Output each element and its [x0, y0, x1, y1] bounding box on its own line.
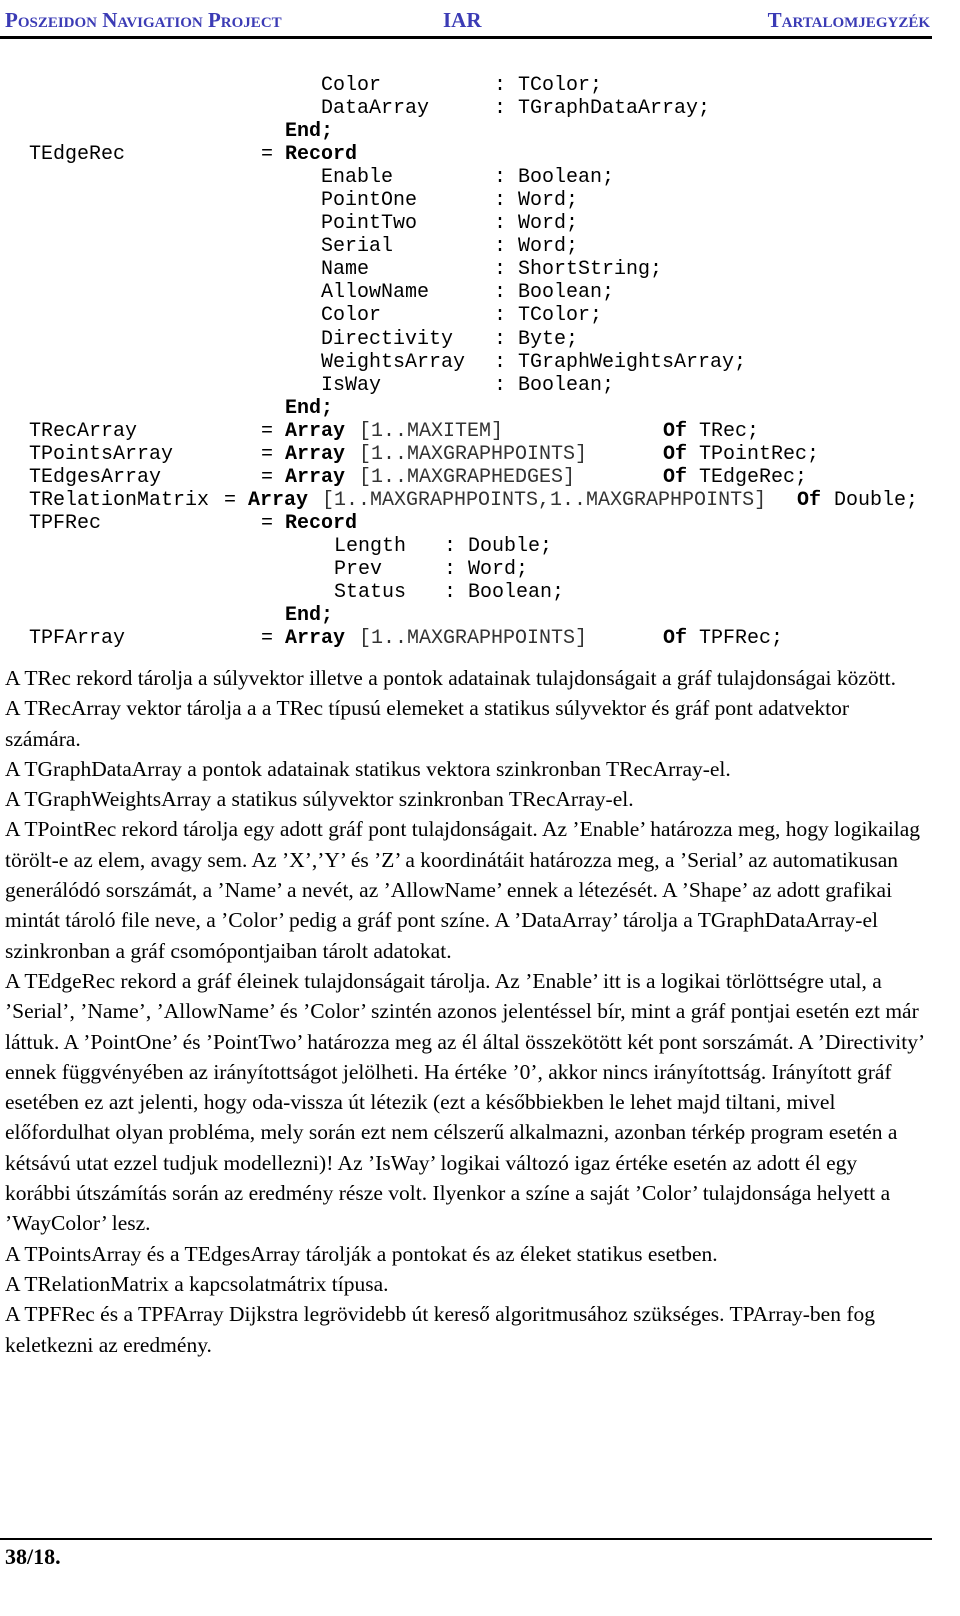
array-range: [1..MAXITEM] — [359, 419, 504, 443]
field-type: : TGraphWeightsArray; — [494, 350, 747, 374]
type-name: TEdgeRec — [29, 143, 126, 167]
field-type: : TGraphDataArray; — [494, 97, 711, 121]
code-line — [0, 512, 940, 535]
page-header — [0, 6, 932, 36]
end-keyword: End; — [285, 604, 334, 628]
field-name: Serial — [321, 235, 394, 259]
array-keyword: Array — [285, 465, 346, 489]
field-name: DataArray — [321, 97, 430, 121]
code-line — [0, 558, 940, 581]
equals-sign: = — [224, 488, 237, 512]
field-type: : TColor; — [494, 304, 603, 328]
paragraph-tpfrec: A TPFRec és a TPFArray Dijkstra legrövidebb út kereső algoritmusához szükséges. TPArray-ben fog keletkezni az eredmény. — [5, 1302, 876, 1357]
field-type: : Word; — [444, 557, 529, 581]
array-keyword: Array — [285, 442, 346, 466]
code-listing — [0, 74, 940, 650]
code-line — [0, 374, 940, 397]
of-keyword: Of — [663, 627, 688, 651]
type-name: TEdgesArray — [29, 465, 162, 489]
field-type: : Word; — [494, 212, 579, 236]
of-keyword: Of — [663, 419, 688, 443]
code-line — [0, 304, 940, 327]
field-type: : Byte; — [494, 327, 579, 351]
code-line — [0, 535, 940, 558]
code-line — [0, 351, 940, 374]
of-keyword: Of — [797, 488, 822, 512]
paragraph-trelationmatrix: A TRelationMatrix a kapcsolatmátrix típusa. — [5, 1271, 389, 1296]
end-keyword: End; — [285, 120, 334, 144]
field-type: : TColor; — [494, 74, 603, 97]
page-number: 38/18. — [5, 1544, 61, 1569]
field-name: WeightsArray — [321, 350, 466, 374]
field-name: Enable — [321, 166, 394, 190]
array-keyword: Array — [248, 488, 309, 512]
header-project-title: Poszeidon Navigation Project — [5, 8, 282, 32]
code-line — [0, 189, 940, 212]
code-line — [0, 74, 940, 97]
code-line — [0, 397, 940, 420]
paragraph-trec: A TRec rekord tárolja a súlyvektor illetve a pontok adatainak tulajdonságait a gráf tulajdonságai között. — [5, 666, 896, 690]
array-keyword: Array — [285, 419, 346, 443]
code-line — [0, 443, 940, 466]
field-name: Directivity — [321, 327, 454, 351]
code-line — [0, 328, 940, 351]
paragraph-trecarray: A TRecArray vektor tárolja a a TRec típusú elemeket a statikus súlyvektor és gráf pont adatvektor számára. — [5, 696, 850, 751]
code-line — [0, 281, 940, 304]
code-line — [0, 420, 940, 443]
array-keyword: Array — [285, 627, 346, 651]
array-range: [1..MAXGRAPHPOINTS] — [359, 442, 588, 466]
field-name: Color — [321, 304, 382, 328]
field-type: : Boolean; — [444, 581, 565, 605]
equals-sign: = — [261, 465, 274, 489]
element-type: TEdgeRec; — [699, 465, 808, 489]
field-type: : Double; — [444, 534, 553, 558]
field-type: : Boolean; — [494, 281, 615, 305]
type-name: TPFRec — [29, 511, 102, 535]
type-name: TPointsArray — [29, 442, 174, 466]
code-line — [0, 212, 940, 235]
element-type: TRec; — [699, 419, 760, 443]
code-line — [0, 627, 940, 650]
record-keyword: Record — [285, 143, 358, 167]
paragraph-tedgerec: A TEdgeRec rekord a gráf éleinek tulajdonságait tárolja. Az ’Enable’ itt is a logikai törlöttségre utal, a ’Serial’, ’Name’, ’AllowName’ és ’Color’ szintén azonos jelentéssel bír, mint a gráf pontjai esetén ezt már láttuk. A ’PointOne’ és ’PointTwo’ határozza meg az él által összekötött két pont sorszámát. A ’Directivity’ ennek függvényében az irányítottságot jelölheti. Ha értéke ’0’, akkor nincs irányítottság. Irányított gráf esetében ez azt jelenti, hogy oda-vissza út létezik (ezt a későbbiekben le lehet majd tiltani, mivel előfordulhat olyan probléma, mely során ezt nem célszerű alkalmazni, azonban térkép program esetén a kétsávú utat ezzel tudjuk modellezni)! Az ’IsWay’ logikai változó igaz értéke esetén az adott él egy korábbi útszámítás során az eredmény része volt. Ilyenkor a színe a saját ’Color’ tulajdonsága helyett a ’WayColor’ lesz. — [5, 968, 924, 1236]
field-name: PointOne — [321, 189, 418, 213]
paragraph-tgraphweightsarray: A TGraphWeightsArray a statikus súlyvektor szinkronban TRecArray-el. — [5, 787, 634, 812]
type-name: TRecArray — [29, 419, 138, 443]
code-line — [0, 581, 940, 604]
record-keyword: Record — [285, 511, 358, 535]
paragraph-tpointrec: A TPointRec rekord tárolja egy adott gráf pont tulajdonságait. Az ’Enable’ határozza meg, hogy logikailag törölt-e az elem, avagy sem. Az ’X’,’Y’ és ’Z’ a koordinátáit határozza meg, a ’Serial’ az automatikusan generálódó sorszámát, a ’Name’ a nevét, az ’AllowName’ ennek a létezését. A ’Shape’ az adott grafikai mintát tároló file neve, a ’Color’ pedig a gráf pont színe. A ’DataArray’ tárolja a TGraphDataArray-el szinkronban a gráf csomópontjaiban tárolt adatokat. — [5, 817, 921, 963]
type-name: TPFArray — [29, 627, 126, 651]
field-name: Prev — [334, 557, 383, 581]
field-type: : Word; — [494, 189, 579, 213]
array-range: [1..MAXGRAPHPOINTS,1..MAXGRAPHPOINTS] — [322, 488, 767, 512]
header-toc-link[interactable]: Tartalomjegyzék — [767, 8, 930, 32]
of-keyword: Of — [663, 442, 688, 466]
array-range: [1..MAXGRAPHPOINTS] — [359, 627, 588, 651]
header-rule — [0, 36, 932, 39]
equals-sign: = — [261, 511, 274, 535]
code-line — [0, 97, 940, 120]
code-line — [0, 120, 940, 143]
element-type: TPointRec; — [699, 442, 820, 466]
code-line — [0, 489, 940, 512]
field-name: Length — [334, 534, 407, 558]
field-name: Name — [321, 258, 370, 282]
code-line — [0, 166, 940, 189]
code-line — [0, 466, 940, 489]
field-name: IsWay — [321, 373, 382, 397]
field-name: Color — [321, 74, 382, 97]
field-type: : ShortString; — [494, 258, 663, 282]
field-name: AllowName — [321, 281, 430, 305]
field-type: : Word; — [494, 235, 579, 259]
element-type: Double; — [834, 488, 919, 512]
of-keyword: Of — [663, 465, 688, 489]
code-line — [0, 258, 940, 281]
type-name: TRelationMatrix — [29, 488, 210, 512]
field-type: : Boolean; — [494, 166, 615, 190]
field-name: PointTwo — [321, 212, 418, 236]
equals-sign: = — [261, 143, 274, 167]
paragraph-tpointsarray: A TPointsArray és a TEdgesArray tárolják a pontokat és az éleket statikus esetben. — [5, 1241, 718, 1266]
equals-sign: = — [261, 627, 274, 651]
header-section: IAR — [443, 8, 482, 32]
code-line — [0, 604, 940, 627]
footer-rule — [0, 1538, 932, 1540]
paragraph-tgraphdataarray: A TGraphDataArray a pontok adatainak statikus vektora szinkronban TRecArray-el. — [5, 756, 731, 781]
code-line — [0, 143, 940, 166]
equals-sign: = — [261, 442, 274, 466]
code-line — [0, 235, 940, 258]
end-keyword: End; — [285, 396, 334, 420]
field-type: : Boolean; — [494, 373, 615, 397]
body-text — [5, 663, 925, 1360]
field-name: Status — [334, 581, 407, 605]
equals-sign: = — [261, 419, 274, 443]
element-type: TPFRec; — [699, 627, 784, 651]
array-range: [1..MAXGRAPHEDGES] — [359, 465, 576, 489]
